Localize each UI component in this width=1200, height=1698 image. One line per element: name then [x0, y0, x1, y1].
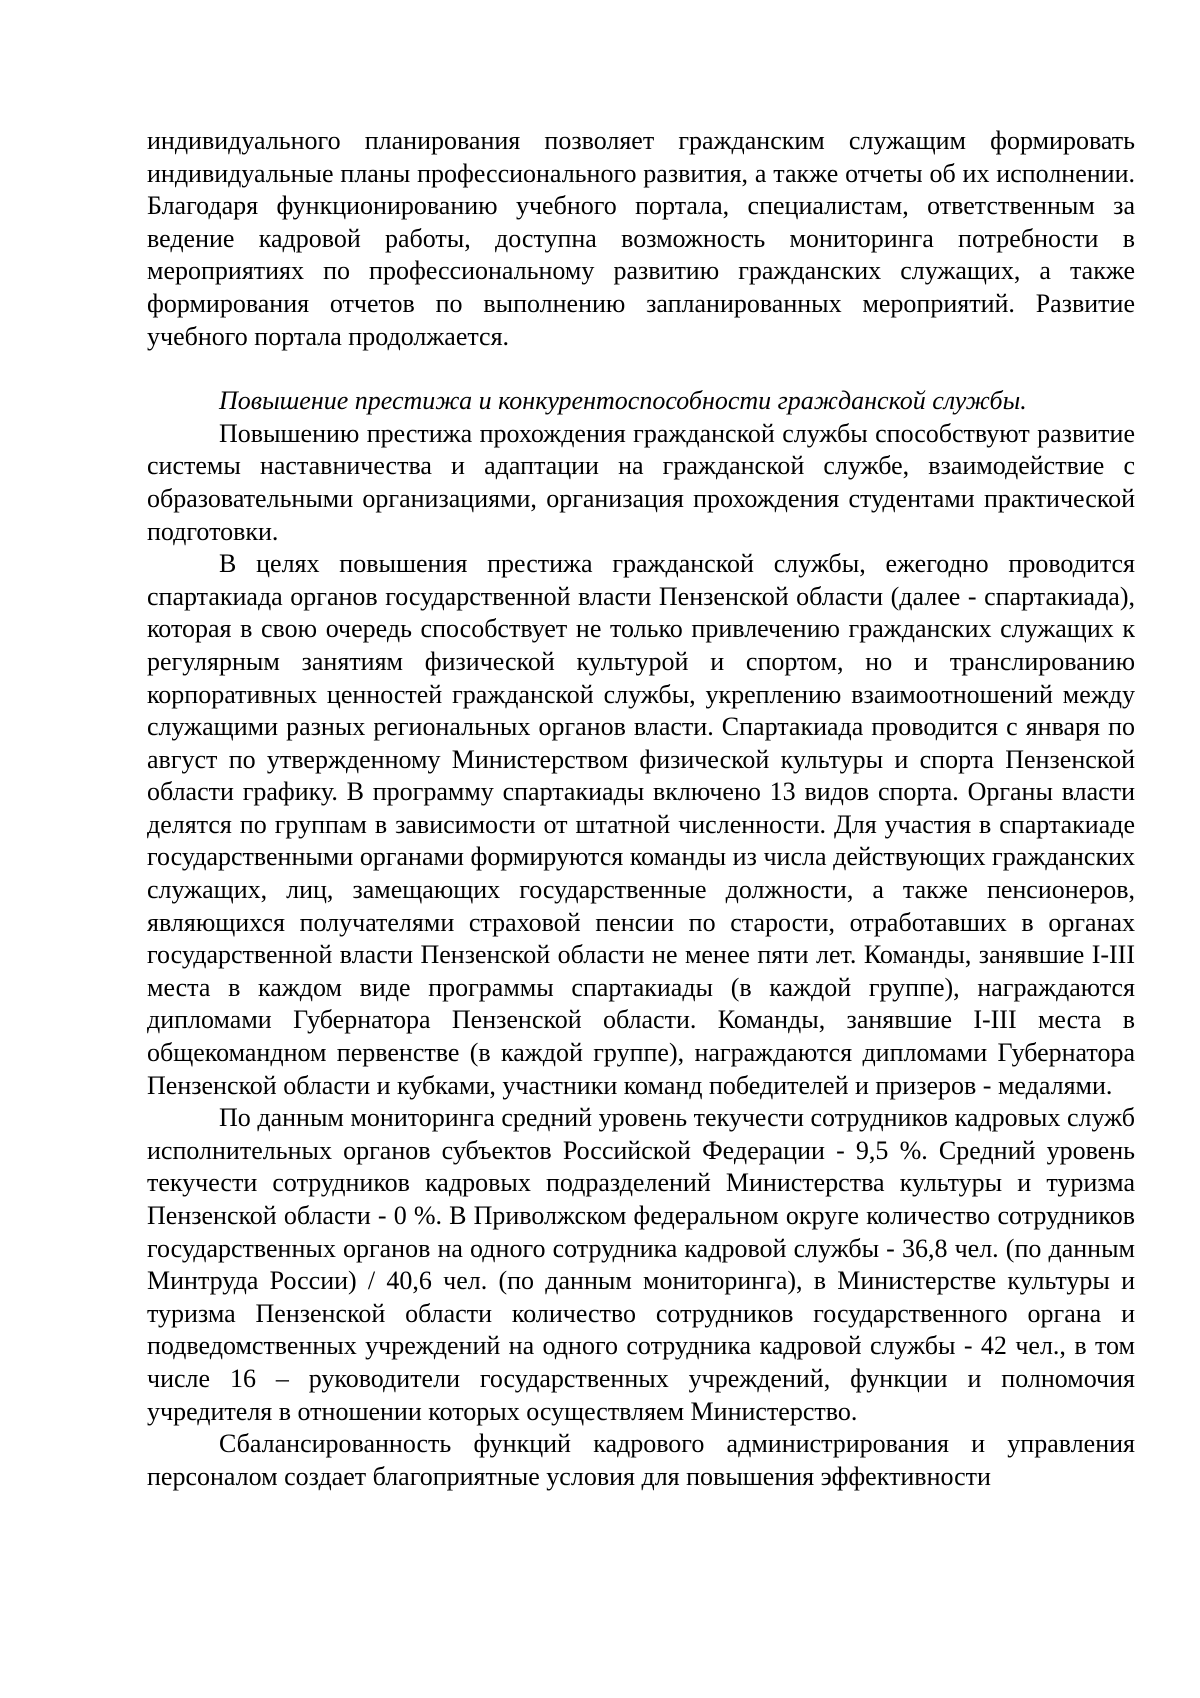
paragraph-portal-continuation: индивидуального планирования позволяет гражданским служащим формировать индивидуальные планы профессионального развития, а также отчеты об их исполнении. Благодаря функционированию учебного портала, специалистам, ответственным за ведение кадровой работы, доступна возможность мониторинга потребности в мероприятиях по профессиональному развитию гражданских служащих, а также формирования отчетов по выполнению запланированных мероприятий. Развитие учебного портала продолжается. [147, 126, 1135, 351]
section-heading-prestige: Повышение престижа и конкурентоспособности гражданской службы. [219, 386, 1027, 416]
paragraph-balance-functions: Сбалансированность функций кадрового администрирования и управления персоналом создает благоприятные условия для повышения эффективности [147, 1429, 1135, 1491]
paragraph-spartakiad: В целях повышения престижа гражданской службы, ежегодно проводится спартакиада органов государственной власти Пензенской области (далее - спартакиада), которая в свою очередь способствует не только привлечению гражданских служащих к регулярным занятиям физической культурой и спортом, но и транслированию корпоративных ценностей гражданской службы, укреплению взаимоотношений между служащими разных региональных органов власти. Спартакиада проводится с января по август по утвержденному Министерством физической культуры и спорта Пензенской области графику. В программу спартакиады включено 13 видов спорта. Органы власти делятся по группам в зависимости от штатной численности. Для участия в спартакиаде государственными органами формируются команды из числа действующих гражданских служащих, лиц, замещающих государственные должности, а также пенсионеров, являющихся получателями страховой пенсии по старости, отработавших в органах государственной власти Пензенской области не менее пяти лет. Команды, занявшие I-III места в каждом виде программы спартакиады (в каждой группе), награждаются дипломами Губернатора Пензенской области. Команды, занявшие I-III места в общекомандном первенстве (в каждой группе), награждаются дипломами Губернатора Пензенской области и кубками, участники команд победителей и призеров - медалями. [147, 549, 1135, 1100]
document-page [147, 125, 1135, 1493]
paragraph-prestige-factors: Повышению престижа прохождения гражданской службы способствуют развитие системы наставничества и адаптации на гражданской службе, взаимодействие с образовательными организациями, организация прохождения студентами практической подготовки. [147, 418, 1135, 546]
paragraph-turnover-monitoring: По данным мониторинга средний уровень текучести сотрудников кадровых служб исполнительных органов субъектов Российской Федерации - 9,5 %. Средний уровень текучести сотрудников кадровых подразделений Министерства культуры и туризма Пензенской области - 0 %. В Приволжском федеральном округе количество сотрудников государственных органов на одного сотрудника кадровой службы - 36,8 чел. (по данным Минтруда России) / 40,6 чел. (по данным мониторинга), в Министерстве культуры и туризма Пензенской области количество сотрудников государственного органа и подведомственных учреждений на одного сотрудника кадровой службы - 42 чел., в том числе 16 – руководители государственных учреждений, функции и полномочия учредителя в отношении которых осуществляем Министерство. [147, 1103, 1135, 1426]
